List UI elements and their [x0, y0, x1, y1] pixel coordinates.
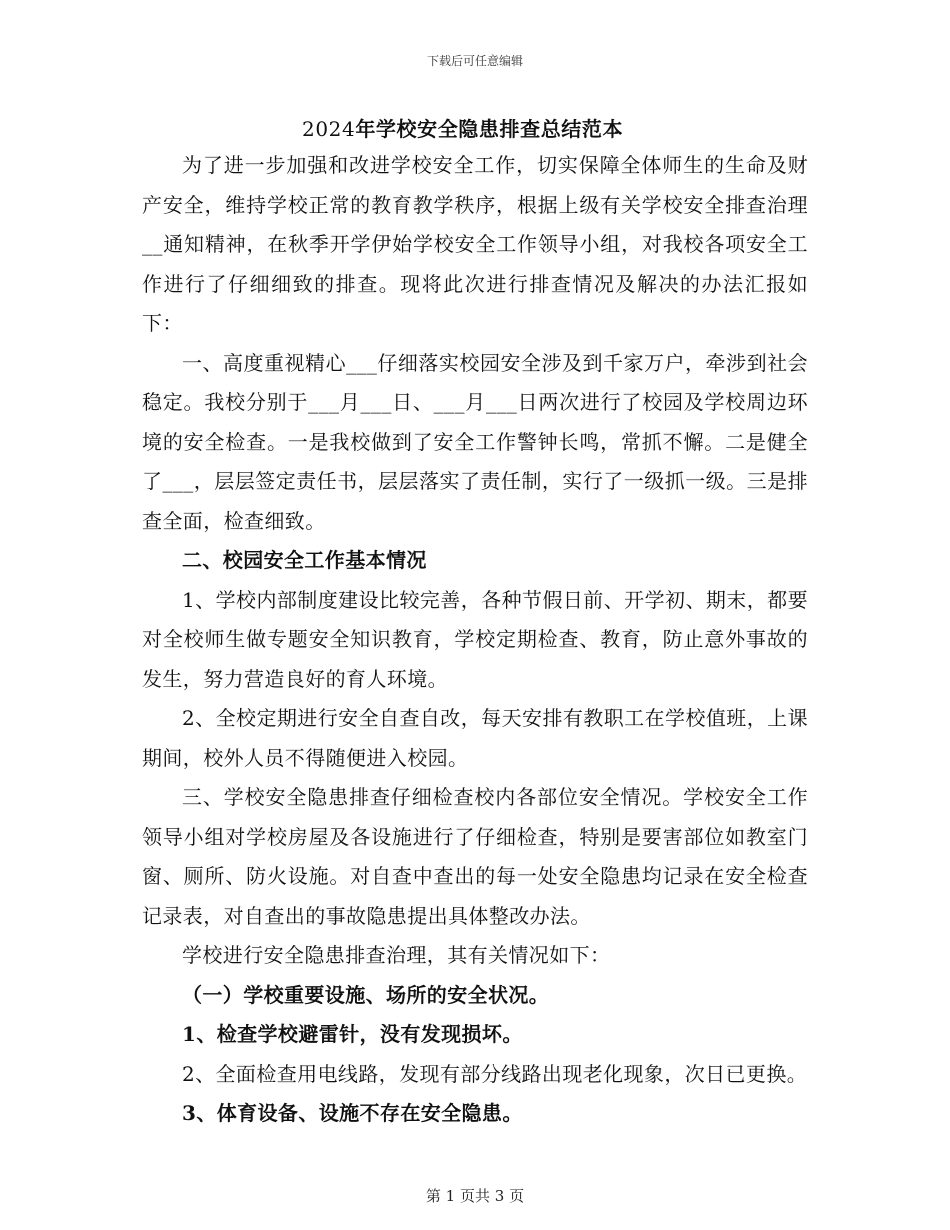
paragraph-check-wiring: 2、全面检查用电线路，发现有部分线路出现老化现象，次日已更换。 [182, 1061, 808, 1086]
heading-subsection-1: （一）学校重要设施、场所的安全状况。 [182, 982, 550, 1007]
document-title [142, 112, 808, 146]
title-text: 年学校安全隐患排查总结范本 [355, 117, 624, 141]
paragraph-check-sports-equipment: 3、体育设备、设施不存在安全隐患。 [182, 1101, 523, 1125]
paragraph-section-1: 一、高度重视精心___仔细落实校园安全涉及到千家万户，牵涉到社会稳定。我校分别于___月___日、___月___日两次进行了校园及学校周边环境的安全检查。一是我校做到了安全工作警钟长鸣，常抓不懈。二是健全了___，层层签定责任书，层层落实了责任制，实行了一级抓一级。三是排查全面，检查细致。 [142, 350, 808, 533]
paragraph-item-2: 2、全校定期进行安全自查自改，每天安排有教职工在学校值班，上课期间，校外人员不得随便进入校园。 [142, 706, 808, 770]
paragraph-item-1: 1、学校内部制度建设比较完善，各种节假日前、开学初、期末，都要对全校师生做专题安全知识教育，学校定期检查、教育，防止意外事故的发生，努力营造良好的育人环境。 [142, 587, 808, 691]
title-year: 2024 [302, 117, 356, 141]
paragraph-section-3: 三、学校安全隐患排查仔细检查校内各部位安全情况。学校安全工作领导小组对学校房屋及各设施进行了仔细检查，特别是要害部位如教室门窗、厕所、防火设施。对自查中查出的每一处安全隐患均记录在安全检查记录表，对自查出的事故隐患提出具体整改办法。 [142, 785, 808, 928]
paragraph-intro: 为了进一步加强和改进学校安全工作，切实保障全体师生的生命及财产安全，维持学校正常的教育教学秩序，根据上级有关学校安全排查治理__通知精神，在秋季开学伊始学校安全工作领导小组，对我校各项安全工作进行了仔细细致的排查。现将此次进行排查情况及解决的办法汇报如下： [142, 153, 808, 335]
paragraph-situation-intro: 学校进行安全隐患排查治理，其有关情况如下： [182, 943, 611, 967]
heading-section-2: 二、校园安全工作基本情况 [182, 548, 427, 572]
document-body [142, 112, 808, 1134]
page-header-note: 下载后可任意编辑 [426, 54, 523, 68]
page-number: 第 1 页共 3 页 [425, 1187, 525, 1205]
paragraph-check-lightning-rod: 1、检查学校避雷针，没有发现损坏。 [182, 1022, 523, 1046]
